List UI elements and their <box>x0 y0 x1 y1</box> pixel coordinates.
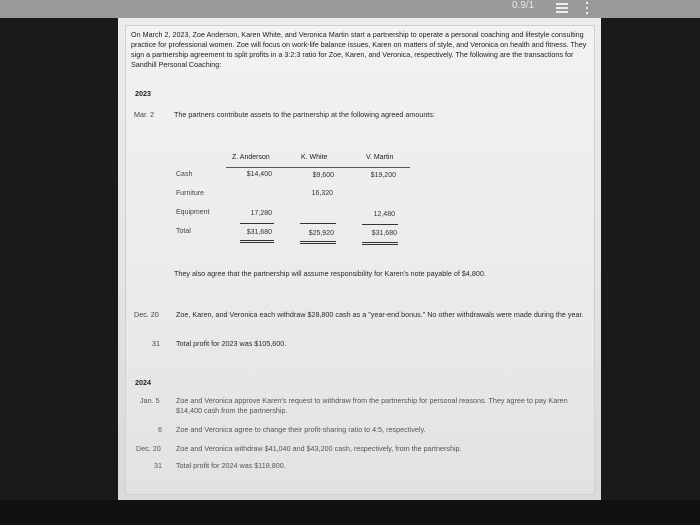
row-label-total: Total <box>176 228 191 235</box>
equipment-anderson: 17,280 <box>250 210 272 217</box>
dec-31-2023-text: Total profit for 2023 was $105,600. <box>176 339 287 348</box>
year-2023-heading: 2023 <box>135 89 151 98</box>
row-label-furniture: Furniture <box>176 190 205 197</box>
date-jan-6: 6 <box>158 425 162 434</box>
subtotal-rule-martin <box>362 224 398 225</box>
mar-2-text: The partners contribute assets to the partnership at the following agreed amounts: <box>174 110 435 119</box>
total-rule-white-1 <box>300 241 336 242</box>
viewer-toolbar <box>0 0 700 18</box>
total-rule-anderson-1 <box>240 240 274 241</box>
cash-white: $9,600 <box>312 172 334 179</box>
year-2024-heading: 2024 <box>135 378 151 387</box>
note-payable-text: They also agree that the partnership will assume responsibility for Karen's note payable of $4,800. <box>174 269 486 278</box>
bottom-bar <box>0 500 700 525</box>
date-dec-31-2024: 31 <box>154 461 162 470</box>
equipment-martin: 12,480 <box>373 211 395 218</box>
date-dec-20-2024: Dec. 20 <box>136 444 161 453</box>
subtotal-rule-anderson <box>240 223 274 224</box>
row-label-equipment: Equipment <box>176 209 210 216</box>
dec-20-2024-text: Zoe and Veronica withdraw $41,040 and $43,200 cash, respectively, from the partnership. <box>176 444 462 453</box>
total-rule-anderson-2 <box>240 242 274 243</box>
total-rule-martin-1 <box>362 242 398 243</box>
jan-6-text: Zoe and Veronica agree to change their profit-sharing ratio to 4:5, respectively. <box>176 425 426 434</box>
header-white: K. White <box>301 154 328 161</box>
dec-31-2024-text: Total profit for 2024 was $118,800. <box>176 461 286 470</box>
date-dec-31-2023: 31 <box>152 339 160 348</box>
more-options-icon[interactable] <box>585 2 589 14</box>
row-label-cash: Cash <box>176 171 193 178</box>
total-rule-martin-2 <box>362 244 398 245</box>
page-indicator: 0.9/1 <box>512 0 535 11</box>
header-rule <box>226 167 410 168</box>
furniture-white: 16,320 <box>311 190 333 197</box>
cash-anderson: $14,400 <box>246 171 272 178</box>
total-martin: $31,680 <box>371 230 397 237</box>
date-jan-5: Jan. 5 <box>140 396 160 405</box>
date-dec-20-2023: Dec. 20 <box>134 310 159 319</box>
date-mar-2: Mar. 2 <box>134 110 154 119</box>
subtotal-rule-white <box>300 223 336 224</box>
intro-paragraph: On March 2, 2023, Zoe Anderson, Karen White, and Veronica Martin start a partnership to operate a personal coaching and lifestyle consulting practice for professional women. Zoe will focus on work-life balance issues, Karen on matters of style, and Veronica on health and fitness. They sign a partnership agreement to split profits in a 3:2:3 ratio for Zoe, Karen, and Veronica, respectively. The following are the transactions for Sandhill Personal Coaching: <box>131 30 587 69</box>
grid-view-icon[interactable] <box>556 3 568 13</box>
total-rule-white-2 <box>300 243 336 244</box>
cash-martin: $19,200 <box>370 172 396 179</box>
header-anderson: Z. Anderson <box>232 154 270 161</box>
dec-20-2023-text: Zoe, Karen, and Veronica each withdraw $28,800 cash as a "year-end bonus." No other withdrawals were made during the year. <box>176 310 584 319</box>
header-martin: V. Martin <box>366 154 394 161</box>
jan-5-text: Zoe and Veronica approve Karen's request to withdraw from the partnership for personal reasons. They agree to pay Karen $14,400 cash from the partnership. <box>176 396 568 415</box>
total-white: $25,920 <box>308 230 334 237</box>
total-anderson: $31,680 <box>246 229 272 236</box>
